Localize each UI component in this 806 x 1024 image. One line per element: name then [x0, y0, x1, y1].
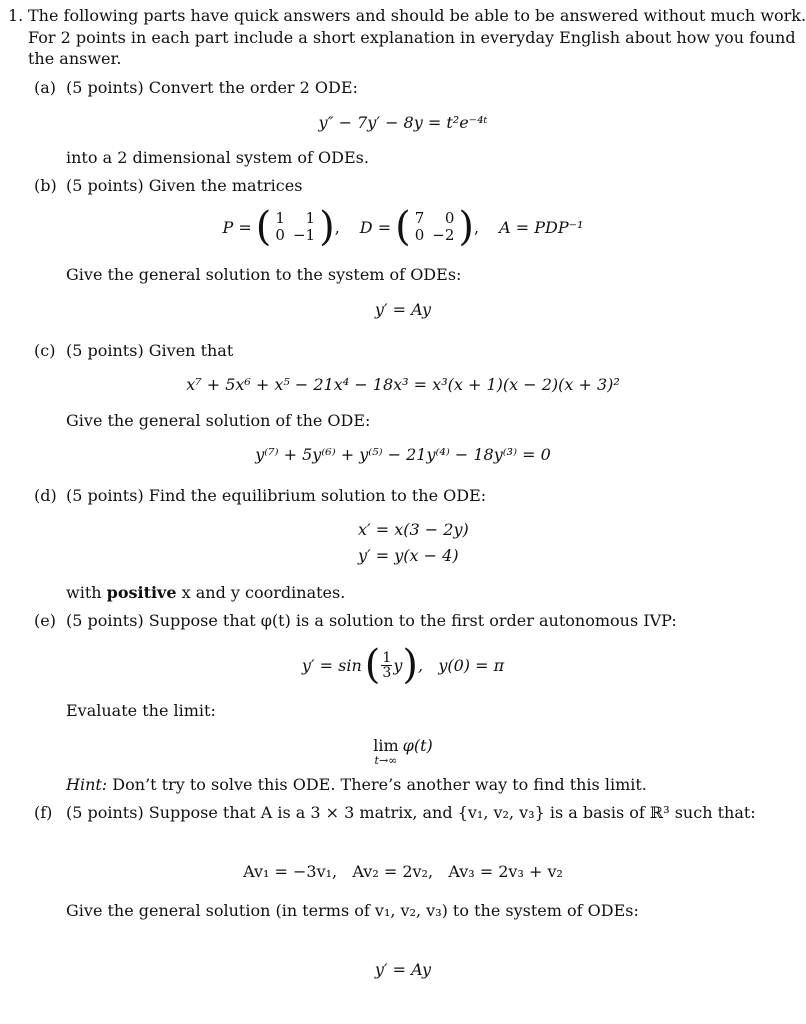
question-number: 1.	[8, 6, 24, 25]
part-c-ode: y⁽⁷⁾ + 5y⁽⁶⁾ + y⁽⁵⁾ − 21y⁽⁴⁾ − 18y⁽³⁾ = 0	[255, 445, 551, 464]
fraction-one-third: $\frac{1}{3}$	[382, 649, 392, 681]
part-f-label: (f)	[34, 803, 53, 822]
intro-line-2: For 2 points in each part include a short explanation in everyday English about how you found	[28, 28, 796, 47]
part-e-ivp: y′ = sin ( $\frac{1}{3}$ y ) , y(0) = π	[301, 642, 505, 688]
matrix-d: ( 7 0 0 −2 )	[395, 204, 474, 250]
part-d-label: (d)	[34, 486, 57, 505]
part-d-after	[66, 583, 345, 603]
limit-function: φ(t)	[402, 736, 433, 755]
part-d-eq1: x′ = x(3 − 2y)	[358, 520, 469, 539]
part-f-text: (5 points) Suppose that A is a 3 × 3 matrix, and {v₁, v₂, v₃} is a basis of ℝ³ such that:	[66, 803, 756, 822]
part-c-polynomial: x⁷ + 5x⁶ + x⁵ − 21x⁴ − 18x³ = x³(x + 1)(x − 2)(x + 3)²	[186, 375, 620, 394]
part-f-system: y′ = Ay	[374, 960, 432, 979]
part-b-text: (5 points) Given the matrices	[66, 176, 303, 195]
d-label: D =	[359, 217, 392, 237]
part-e-label: (e)	[34, 611, 56, 630]
part-b-label: (b)	[34, 176, 57, 195]
part-e-after: Evaluate the limit:	[66, 701, 216, 720]
d-12: 0	[444, 209, 455, 227]
p-11: 1	[275, 209, 285, 227]
d-22: −2	[432, 226, 455, 244]
p-label: P =	[222, 217, 252, 237]
part-d-text: (5 points) Find the equilibrium solution to the ODE:	[66, 486, 487, 505]
part-a-equation: y″ − 7y′ − 8y = t²e⁻⁴ᵗ	[318, 113, 488, 132]
matrix-definitions	[0, 205, 806, 249]
intro-line-3: the answer.	[28, 49, 122, 68]
ivp-initial-condition: , y(0) = π	[417, 655, 505, 675]
part-a-after: into a 2 dimensional system of ODEs.	[66, 148, 369, 167]
part-f-after: Give the general solution (in terms of v₁, v₂, v₃) to the system of ODEs:	[66, 901, 639, 920]
part-d-after-bold: positive	[106, 583, 177, 602]
hint-label: Hint:	[66, 775, 108, 794]
sep-2: ,	[474, 217, 480, 237]
part-e-text: (5 points) Suppose that φ(t) is a solution to the first order autonomous IVP:	[66, 611, 677, 630]
part-b-after: Give the general solution to the system of ODEs:	[66, 265, 462, 284]
sep-1: ,	[334, 217, 340, 237]
part-d-after-pre: with	[66, 583, 102, 602]
p-12: 1	[305, 209, 316, 227]
p-21: 0	[275, 226, 285, 244]
a-definition: A = PDP⁻¹	[499, 217, 584, 237]
d-11: 7	[414, 209, 425, 227]
p-22: −1	[292, 226, 316, 244]
matrix-p: ( 1 1 0 −1 )	[255, 204, 335, 250]
hint-text: Don’t try to solve this ODE. There’s another way to find this limit.	[112, 775, 647, 794]
ivp-lhs: y′ = sin	[301, 655, 362, 675]
part-c-after: Give the general solution of the ODE:	[66, 411, 371, 430]
part-a-text: (5 points) Convert the order 2 ODE:	[66, 78, 358, 97]
part-d-eq2: y′ = y(x − 4)	[358, 546, 459, 565]
part-f-relations: Av₁ = −3v₁, Av₂ = 2v₂, Av₃ = 2v₃ + v₂	[243, 862, 563, 881]
intro-line-1: The following parts have quick answers and should be able to be answered without much work.	[28, 6, 806, 25]
part-c-label: (c)	[34, 341, 56, 360]
part-d-after-post: x and y coordinates.	[181, 583, 346, 602]
ivp-var: y	[393, 655, 403, 675]
part-e-hint	[66, 775, 647, 795]
part-b-system: y′ = Ay	[374, 300, 432, 319]
limit-operator: lim t→∞	[373, 736, 399, 767]
part-a-label: (a)	[34, 78, 57, 97]
part-c-text: (5 points) Given that	[66, 341, 234, 360]
limit-expression	[0, 736, 806, 767]
d-21: 0	[414, 226, 425, 244]
